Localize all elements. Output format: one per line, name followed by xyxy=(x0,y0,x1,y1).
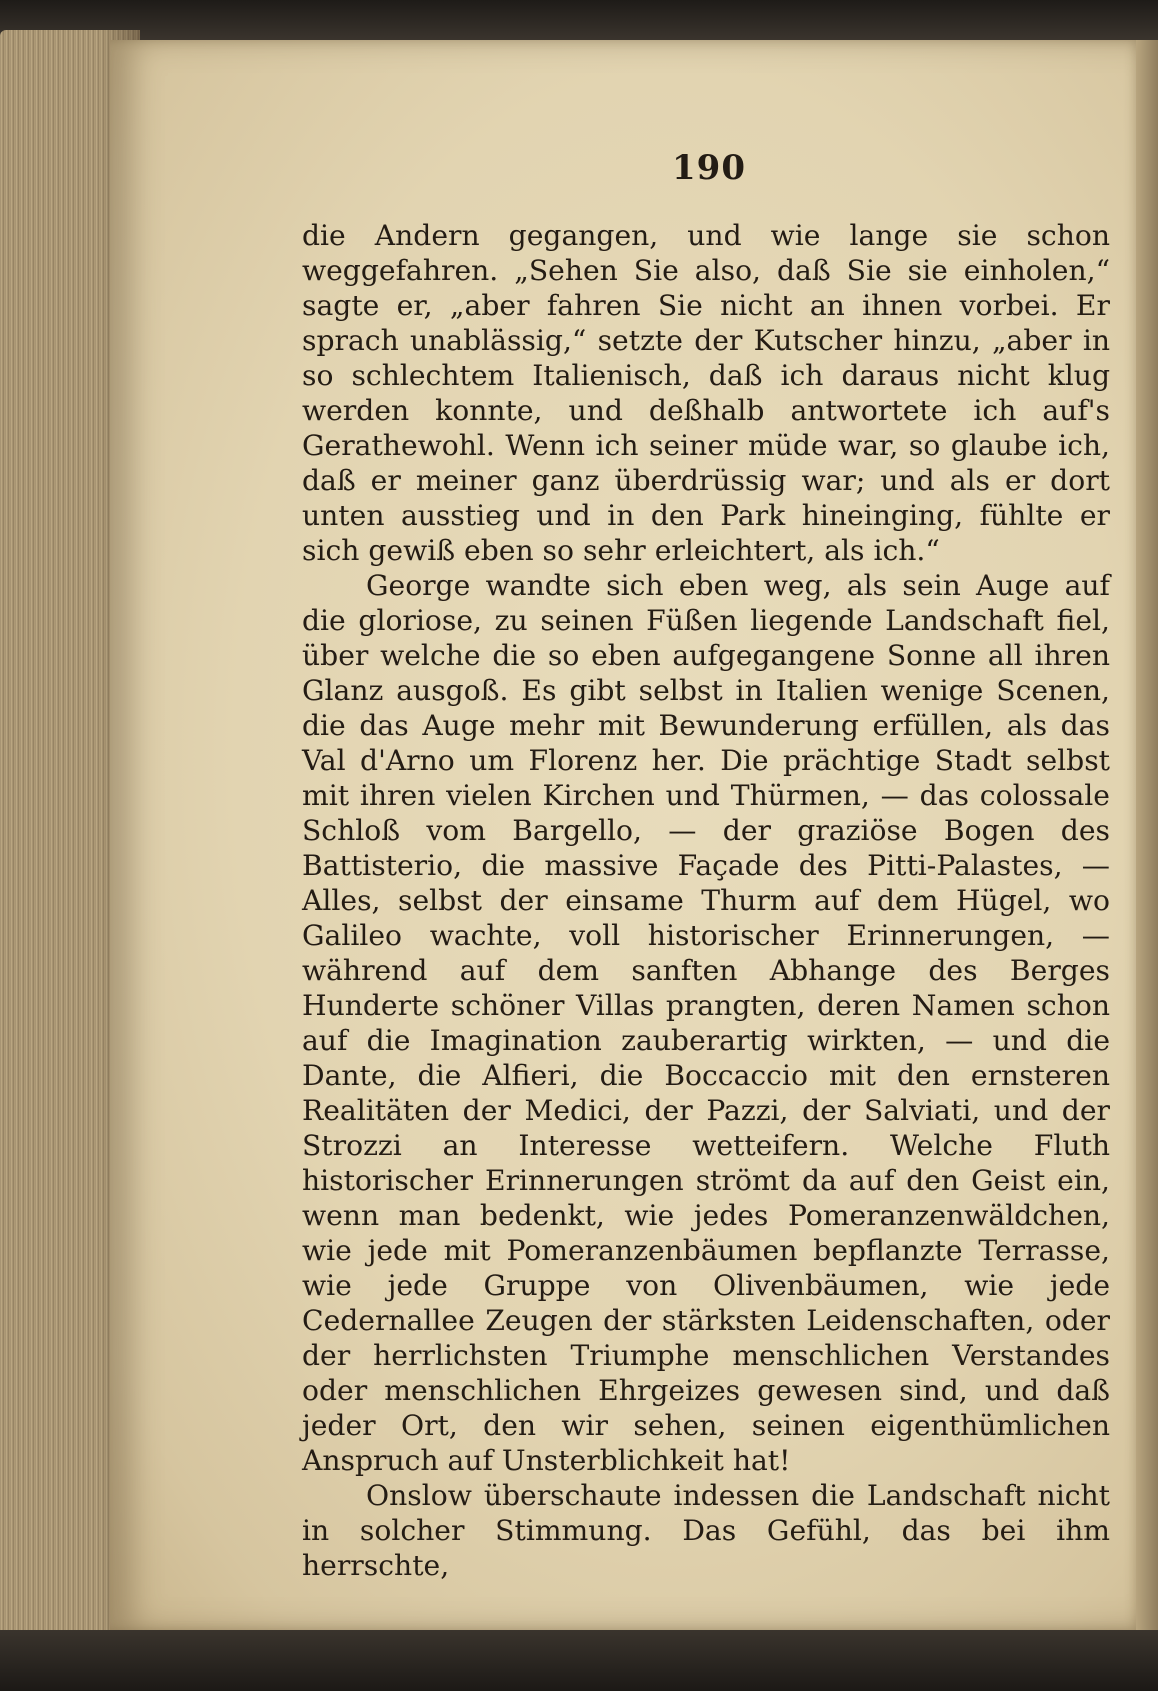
scan-backdrop-bottom xyxy=(0,1630,1158,1691)
page-right-edge xyxy=(1136,40,1158,1630)
page-number: 190 xyxy=(672,148,746,188)
paragraph-1: die Andern gegangen, und wie lange sie schon weggefahren. „Sehen Sie also, daß Sie sie einholen,“ sagte er, „aber fahren Sie nicht an ihnen vorbei. Er sprach unablässig,“ setzte der Kutscher hinzu, „aber in so schlechtem Italienisch, daß ich daraus nicht klug werden konnte, und deßhalb antwortete ich auf's Gerathewohl. Wenn ich seiner müde war, so glaube ich, daß er meiner ganz überdrüssig war; und als er dort unten ausstieg und in den Park hineinging, fühlte er sich gewiß eben so sehr erleichtert, als ich.“ xyxy=(302,219,1110,567)
scan-backdrop-top xyxy=(0,0,1158,40)
paragraph-2: George wandte sich eben weg, als sein Auge auf die gloriose, zu seinen Füßen liegende Landschaft fiel, über welche die so eben aufgegangene Sonne all ihren Glanz ausgoß. Es gibt selbst in Italien wenige Scenen, die das Auge mehr mit Bewunderung erfüllen, als das Val d'Arno um Florenz her. Die prächtige Stadt selbst mit ihren vielen Kirchen und Thürmen, — das colossale Schloß vom Bargello, — der graziöse Bogen des Battisterio, die massive Façade des Pitti-Palastes, — Alles, selbst der einsame Thurm auf dem Hügel, wo Galileo wachte, voll historischer Erinnerungen, — während auf dem sanften Abhange des Berges Hunderte schöner Villas prangten, deren Namen schon auf die Imagination zauberartig wirkten, — und die Dante, die Alfieri, die Boccaccio mit den ernsteren Realitäten der Medici, der Pazzi, der Salviati, und der Strozzi an Interesse wetteifern. Welche Fluth historischer Erinnerungen strömt da auf den Geist ein, wenn man bedenkt, wie jedes Pomeranzenwäldchen, wie jede mit Pomeranzenbäumen bepflanzte Terrasse, wie jede Gruppe von Olivenbäumen, wie jede Cedernallee Zeugen der stärksten Leidenschaften, oder der herrlichsten Triumphe menschlichen Verstandes oder menschlichen Ehrgeizes gewesen sind, und daß jeder Ort, den wir sehen, seinen eigenthümlichen Anspruch auf Unsterblichkeit hat! xyxy=(302,569,1110,1477)
body-text xyxy=(302,218,1110,1583)
paragraph-3: Onslow überschaute indessen die Landschaft nicht in solcher Stimmung. Das Gefühl, das bei ihm herrschte, xyxy=(302,1479,1110,1582)
